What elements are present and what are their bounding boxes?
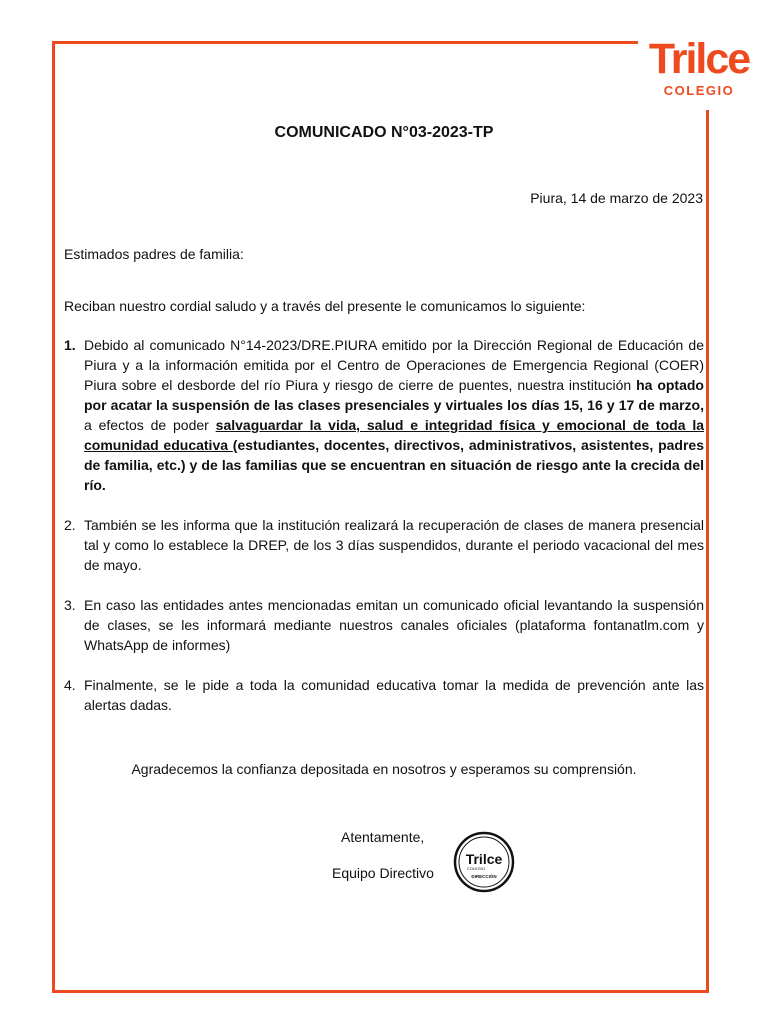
- list-item-number: 1.: [64, 337, 76, 353]
- seal-label: DIRECCIÓN: [471, 874, 497, 879]
- list-item-text: Debido al comunicado N°14-2023/DRE.PIURA emitido por la Dirección Regional de Educación de Piura y a la información emitida por el Centro de Operaciones de Emergencia Regional (COER) Piura sobre el desborde del río Piura y riesgo de cierre de puentes, nuestra institución: [84, 337, 704, 393]
- list-item-bold-text: ha optado por acatar la suspensión de las clases presenciales y virtuales los días 15, 16 y 17 de marzo,: [84, 377, 704, 413]
- list-item: [64, 675, 704, 715]
- salutation: Estimados padres de familia:: [64, 246, 244, 262]
- list-item-text: a efectos de poder: [84, 417, 216, 433]
- list-item-text: También se les informa que la institución realizará la recuperación de clases de manera presencial tal y como lo establece la DREP, de los 3 días suspendidos, durante el periodo vacacional del mes de mayo.: [84, 517, 704, 573]
- intro-paragraph: Reciban nuestro cordial saludo y a través del presente le comunicamos lo siguiente:: [64, 298, 586, 314]
- place-date: Piura, 14 de marzo de 2023: [530, 190, 703, 206]
- list-item-number: 2.: [64, 517, 76, 533]
- list-item: [64, 515, 704, 575]
- seal-brand: Trilce: [465, 851, 503, 867]
- list-item-number: 4.: [64, 677, 76, 693]
- direction-seal: [453, 828, 515, 896]
- logo-subtitle: COLEGIO: [663, 83, 735, 98]
- trilce-logo: Trilce: [648, 35, 750, 83]
- signature-greeting: Atentamente,: [341, 829, 425, 845]
- list-item-bold-text: (estudiantes, docentes, directivos, administrativos, asistentes, padres de familia, etc.) y de las familias que se encuentran en situación de riesgo ante la crecida del río.: [84, 437, 704, 493]
- signature-name: Equipo Directivo: [332, 865, 434, 881]
- closing-paragraph: Agradecemos la confianza depositada en nosotros y esperamos su comprensión.: [131, 761, 637, 777]
- list-item-text: Finalmente, se le pide a toda la comunidad educativa tomar la medida de prevención ante las alertas dadas.: [84, 677, 704, 713]
- seal-subtitle: COLEGIO: [466, 866, 486, 871]
- notice-list: [64, 335, 704, 735]
- list-item: [64, 595, 704, 655]
- list-item-underlined-text: salvaguardar la vida, salud e integridad física y emocional de toda la comunidad educativa: [84, 417, 704, 453]
- list-item-number: 3.: [64, 597, 76, 613]
- list-item-text: En caso las entidades antes mencionadas emitan un comunicado oficial levantando la suspensión de clases, se les informará mediante nuestros canales oficiales (plataforma fontanatlm.com y WhatsApp de informes): [84, 597, 704, 653]
- document-title: COMUNICADO N°03-2023-TP: [274, 124, 494, 141]
- list-item: [64, 335, 704, 495]
